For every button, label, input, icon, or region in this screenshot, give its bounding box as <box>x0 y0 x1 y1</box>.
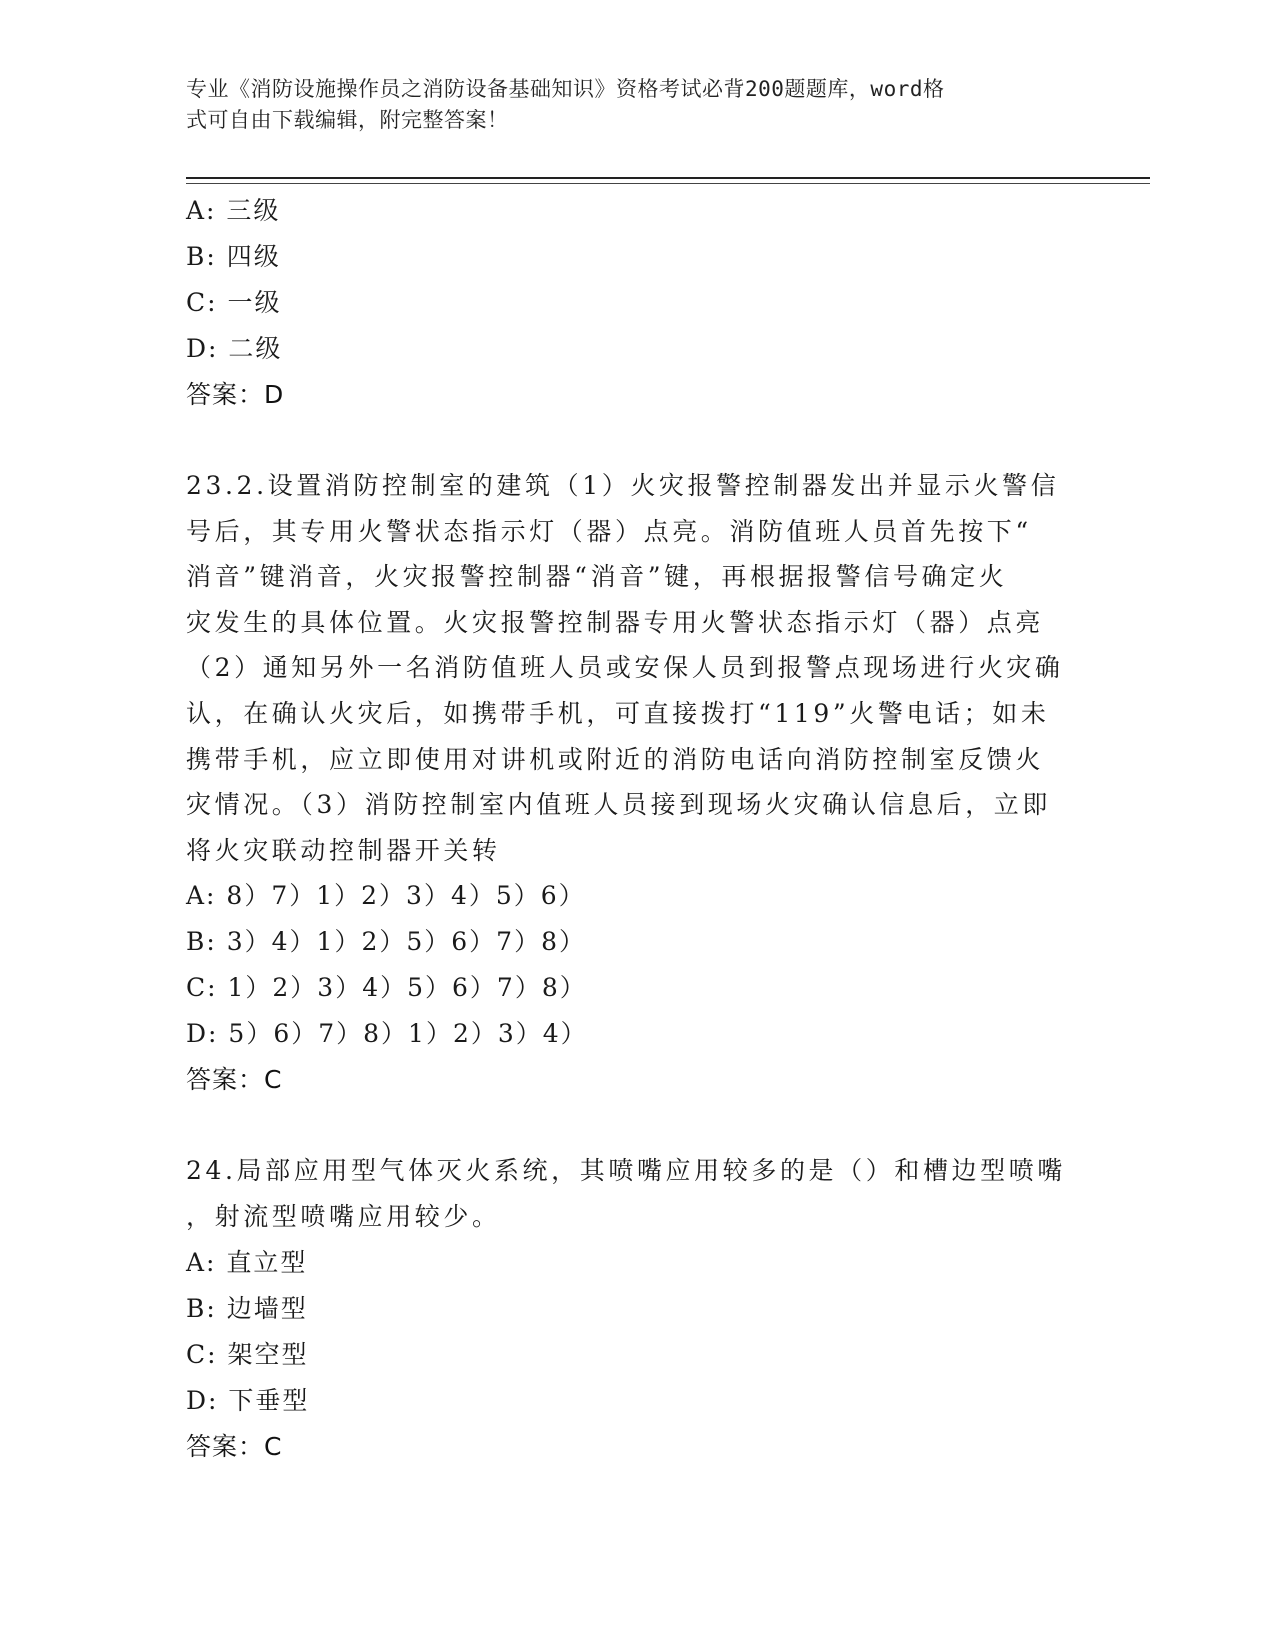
option-c: C: 1）2）3）4）5）6）7）8） <box>186 973 587 1003</box>
header-line-1: 专业《消防设施操作员之消防设备基础知识》资格考试必背200题题库，word格 <box>186 77 945 101</box>
option-a: A: 直立型 <box>186 1247 308 1277</box>
question-23 <box>186 463 1086 1103</box>
option-b: B: 边墙型 <box>186 1293 308 1323</box>
question-text-line: （2）通知另外一名消防值班人员或安保人员到报警点现场进行火灾确 <box>186 653 1064 683</box>
question-text-line: ，射流型喷嘴应用较少。 <box>186 1201 501 1231</box>
option-c: C: 架空型 <box>186 1339 309 1369</box>
question-text-line: 23.2.设置消防控制室的建筑（1）火灾报警控制器发出并显示火警信 <box>186 471 1060 500</box>
document-header <box>186 74 1066 136</box>
question-spacer <box>186 1103 1086 1148</box>
question-text-line: 灾情况。（3）消防控制室内值班人员接到现场火灾确认信息后，立即 <box>186 790 1052 820</box>
question-text-line: 灾发生的具体位置。火灾报警控制器专用火警状态指示灯（器）点亮 <box>186 607 1045 637</box>
header-line-2: 式可自由下载编辑，附完整答案！ <box>186 108 509 132</box>
header-rule-thin <box>186 183 1150 184</box>
question-text <box>186 463 1066 873</box>
option-d: D: 下垂型 <box>186 1385 310 1415</box>
answer-line: 答案：C <box>186 1431 283 1461</box>
document-content <box>186 188 1086 1470</box>
question-text-line: 号后，其专用火警状态指示灯（器）点亮。消防值班人员首先按下“ <box>186 516 1032 546</box>
answer-line: 答案：C <box>186 1065 283 1095</box>
option-d: D: 5）6）7）8）1）2）3）4） <box>186 1019 588 1049</box>
option-d: D: 二级 <box>186 334 283 363</box>
question-text-line: 消音”键消音，火灾报警控制器“消音”键，再根据报警信号确定火 <box>186 562 1008 592</box>
question-previous <box>186 188 1086 418</box>
option-b: B: 四级 <box>186 242 281 271</box>
option-c: C: 一级 <box>186 288 282 317</box>
question-spacer <box>186 418 1086 463</box>
question-24 <box>186 1148 1086 1469</box>
option-a: A: 8）7）1）2）3）4）5）6） <box>186 881 586 911</box>
answer-line: 答案：D <box>186 380 285 409</box>
question-text-line: 认，在确认火灾后，如携带手机，可直接拨打“119”火警电话；如未 <box>186 698 1050 728</box>
question-text-line: 携带手机，应立即使用对讲机或附近的消防电话向消防控制室反馈火 <box>186 744 1045 774</box>
header-rule-thick <box>186 177 1150 179</box>
question-text <box>186 1148 1066 1239</box>
option-a: A: 三级 <box>186 196 281 225</box>
question-text-line: 24.局部应用型气体灭火系统，其喷嘴应用较多的是（）和槽边型喷嘴 <box>186 1156 1066 1186</box>
question-text-line: 将火灾联动控制器开关转 <box>186 835 501 865</box>
option-b: B: 3）4）1）2）5）6）7）8） <box>186 927 586 957</box>
